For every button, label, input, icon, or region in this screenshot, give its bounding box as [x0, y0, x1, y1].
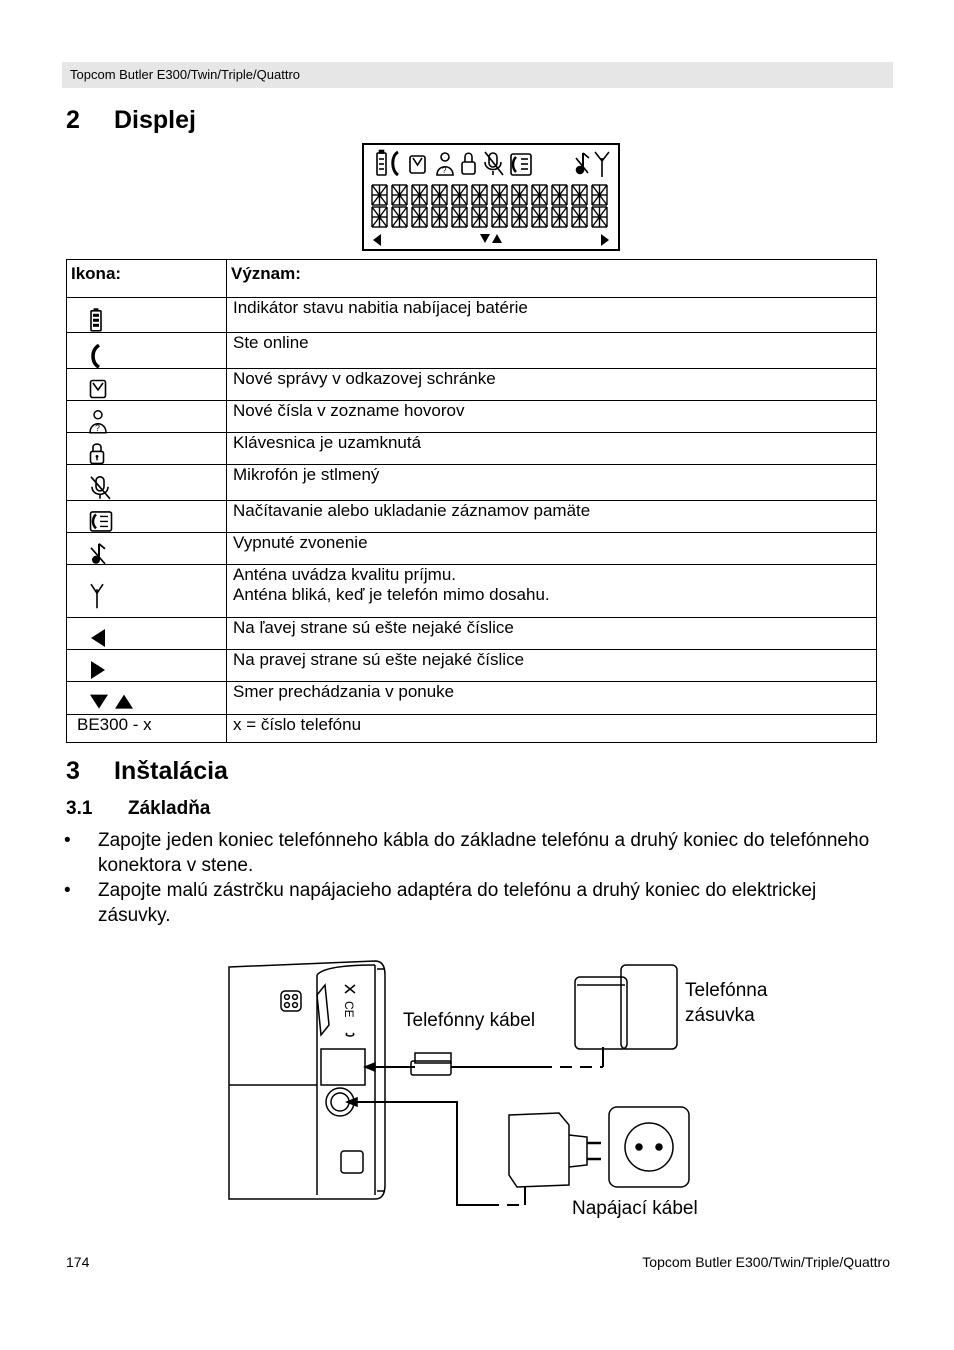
- table-header-row: [67, 260, 877, 298]
- row-meaning: Nové čísla v zozname hovorov: [227, 401, 877, 433]
- battery-icon: [89, 308, 103, 332]
- row-meaning: Mikrofón je stlmený: [227, 465, 877, 501]
- label-phone-cable: Telefónny kábel: [403, 1010, 536, 1031]
- svg-text:?: ?: [442, 166, 447, 175]
- column-header-icon: Ikona:: [67, 260, 227, 298]
- section-title: Displej: [114, 106, 196, 134]
- table-row: [67, 565, 877, 618]
- row-icon-text: BE300 - x: [67, 715, 227, 743]
- row-meaning: Indikátor stavu nabitia nabíjacej batérie: [227, 298, 877, 333]
- bullet-icon: •: [64, 830, 71, 851]
- message-icon: [89, 379, 107, 399]
- table-row: [67, 650, 877, 682]
- row-meaning: Nové správy v odkazovej schránke: [227, 369, 877, 401]
- footer-title: Topcom Butler E300/Twin/Triple/Quattro: [642, 1254, 890, 1270]
- page-header: [62, 62, 893, 88]
- table-row: [67, 465, 877, 501]
- lcd-display-graphic: [364, 145, 618, 249]
- up-down-arrows-icon: [89, 693, 135, 711]
- section-3-1-heading: [66, 798, 210, 820]
- bullet-icon: •: [64, 880, 71, 901]
- list-item-text: Zapojte malú zástrčku napájacieho adaptéra do telefónu a druhý koniec do elektrickej zásuvky.: [98, 880, 817, 926]
- label-wall-socket-line-1: Telefónna: [685, 980, 768, 1001]
- phonebook-icon: [89, 510, 113, 532]
- row-meaning: Načítavanie alebo ukladanie záznamov pamäte: [227, 501, 877, 533]
- installation-diagram: [225, 955, 785, 1225]
- svg-text:?: ?: [95, 422, 101, 433]
- section-number: 2: [66, 106, 80, 134]
- row-meaning: Klávesnica je uzamknutá: [227, 433, 877, 465]
- table-row: [67, 533, 877, 565]
- table-row: [67, 682, 877, 715]
- table-row: [67, 618, 877, 650]
- antenna-icon: [89, 583, 105, 609]
- row-meaning: Na ľavej strane sú ešte nejaké číslice: [227, 618, 877, 650]
- list-item-text: Zapojte jeden koniec telefónneho kábla do základne telefónu a druhý koniec do telefónneho konektora v stene.: [98, 830, 870, 876]
- ringer-off-icon: [89, 541, 107, 565]
- label-power-cable: Napájací kábel: [572, 1198, 698, 1219]
- section-title: Inštalácia: [114, 757, 228, 785]
- table-row: [67, 298, 877, 333]
- label-wall-socket-line-2: zásuvka: [685, 1005, 755, 1026]
- row-meaning: Na pravej strane sú ešte nejaké číslice: [227, 650, 877, 682]
- right-arrow-icon: [89, 660, 107, 680]
- instruction-list: [62, 828, 892, 928]
- row-meaning: Ste online: [227, 333, 877, 369]
- table-row: [67, 401, 877, 433]
- row-meaning-line-1: Anténa uvádza kvalitu príjmu.: [233, 565, 457, 584]
- lcd-display-illustration: [362, 143, 620, 251]
- row-meaning: [227, 565, 877, 618]
- table-row: [67, 715, 877, 743]
- new-calls-icon: [89, 409, 107, 433]
- section-3-heading: [66, 757, 228, 786]
- phone-online-icon: [89, 343, 103, 369]
- list-item: [62, 878, 892, 928]
- section-2-heading: [66, 106, 196, 135]
- icon-meaning-table: [66, 259, 877, 743]
- mic-muted-icon: [89, 475, 111, 499]
- table-row: [67, 333, 877, 369]
- row-meaning: Vypnuté zvonenie: [227, 533, 877, 565]
- lock-icon: [89, 442, 105, 464]
- page-number: 174: [66, 1254, 90, 1270]
- header-title: Topcom Butler E300/Twin/Triple/Quattro: [70, 67, 301, 82]
- svg-text:CE: CE: [342, 1001, 356, 1018]
- table-row: [67, 501, 877, 533]
- table-row: [67, 369, 877, 401]
- list-item: [62, 828, 892, 878]
- table-row: [67, 433, 877, 465]
- left-arrow-icon: [89, 628, 107, 648]
- row-meaning-line-2: Anténa bliká, keď je telefón mimo dosahu.: [233, 585, 550, 604]
- row-meaning: x = číslo telefónu: [227, 715, 877, 743]
- row-meaning: Smer prechádzania v ponuke: [227, 682, 877, 715]
- column-header-meaning: Význam:: [227, 260, 877, 298]
- section-number: 3: [66, 757, 80, 785]
- subsection-title: Základňa: [128, 798, 211, 819]
- subsection-number: 3.1: [66, 798, 93, 819]
